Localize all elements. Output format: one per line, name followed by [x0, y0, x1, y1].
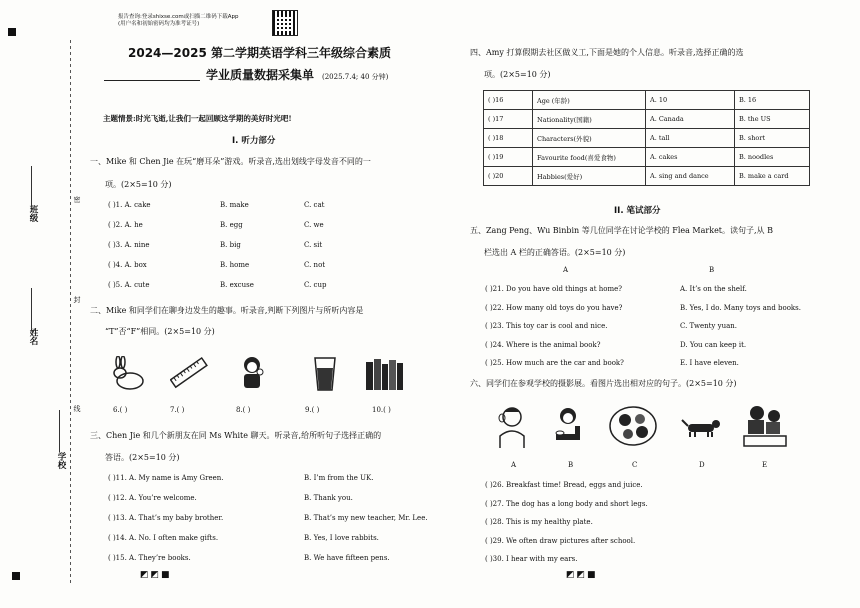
part2-title: II. 笔试部分: [614, 206, 661, 216]
q1-option-c: C. cup: [304, 281, 327, 289]
picture-letter-a: A: [511, 461, 517, 469]
table-row: [484, 129, 810, 148]
q1-options: [108, 201, 428, 301]
q6-item: ( )29. We often draw pictures after school.: [485, 536, 636, 545]
table-cell-item: Favourite food(喜爱食物): [533, 148, 646, 167]
table-row: [484, 167, 810, 186]
q1-option-b: B. home: [220, 261, 250, 269]
q3-option-a: ( )15. A. They’re books.: [108, 554, 191, 562]
q1-option-a: ( )4. A. box: [108, 261, 147, 269]
q2-blank-9: 9.( ): [305, 406, 320, 414]
q5-question: ( )22. How many old toys do you have?: [485, 303, 623, 312]
q1-option-b: B. make: [220, 201, 249, 209]
title-rule: [104, 80, 200, 81]
table-row: [484, 91, 810, 110]
q3-option-b: B. That’s my new teacher, Mr. Lee.: [304, 514, 428, 522]
table-cell-a: A. sing and dance: [646, 167, 735, 186]
q6-options: [485, 481, 825, 574]
q2-blank-10: 10.( ): [372, 406, 391, 414]
exam-meta: (2025.7.4; 40 分钟): [322, 73, 389, 81]
seal-mark-2: 封: [73, 296, 81, 303]
q1-option-c: C. sit: [304, 241, 323, 249]
q1-option-b: B. egg: [220, 221, 243, 229]
exam-subtitle: 学业质量数据采集单: [206, 68, 315, 82]
q3-option-b: B. I’m from the UK.: [304, 474, 374, 482]
report-info-line2: (用户名和初始密码均为准考证号): [118, 21, 200, 27]
table-cell-a: A. 10: [646, 91, 735, 110]
table-cell-num: ( )19: [484, 148, 533, 167]
q5-score: 栏选出 A 栏的正确答语。(2×5=10 分): [484, 248, 626, 257]
q3-row: [108, 514, 438, 534]
q1-option-c: C. not: [304, 261, 326, 269]
seal-mark-1: 密: [73, 196, 81, 203]
q5-answer: C. Twenty yuan.: [680, 322, 737, 330]
q1-option-b: B. excuse: [220, 281, 254, 289]
class-label: 班级: [28, 205, 38, 222]
table-cell-b: B. 16: [735, 91, 810, 110]
q5-col-a-header: A: [563, 266, 569, 274]
table-row: [484, 110, 810, 129]
breakfast-boy-picture: [548, 404, 588, 448]
q5-row: [485, 322, 825, 341]
q5-title: 五、Zang Peng、Wu Binbin 等几位同学在讨论学校的 Flea Market。读句子,从 B: [470, 226, 773, 235]
personal-info-table: [483, 90, 810, 186]
q6-item: ( )28. This is my healthy plate.: [485, 518, 593, 526]
q1-option-a: ( )2. A. he: [108, 221, 143, 229]
q1-option-c: C. cat: [304, 201, 325, 209]
q2-blank-8: 8.( ): [236, 406, 251, 414]
table-cell-item: Habbies(爱好): [533, 167, 646, 186]
drawing-picture: [742, 402, 788, 448]
binding-line: [70, 40, 71, 585]
q3-row: [108, 534, 438, 554]
table-cell-num: ( )17: [484, 110, 533, 129]
q3-option-b: B. Thank you.: [304, 494, 353, 502]
picture-letter-b: B: [568, 461, 574, 469]
q1-option-a: ( )5. A. cute: [108, 281, 150, 289]
juice-glass-picture: [312, 356, 338, 392]
q3-row: [108, 474, 438, 494]
report-info-line1: 报告查询:登录shixse.com或扫描二维码下载App: [118, 14, 239, 20]
table-cell-a: A. cakes: [646, 148, 735, 167]
school-label: 学校: [56, 452, 66, 469]
q5-answer: B. Yes, I do. Many toys and books.: [680, 303, 801, 312]
q3-title: 三、Chen Jie 和几个新朋友在同 Ms White 聊天。听录音,给所听句子选择正确的: [90, 431, 382, 440]
q5-answer: E. I have eleven.: [680, 359, 739, 367]
table-cell-item: Characters(外貌): [533, 129, 646, 148]
theme-text: 主题情景:时光飞逝,让我们一起回顾这学期的美好时光吧!: [103, 114, 292, 123]
table-cell-b: B. noodles: [735, 148, 810, 167]
table-cell-num: ( )18: [484, 129, 533, 148]
q1-option-a: ( )3. A. nine: [108, 241, 150, 249]
q5-answer: A. It’s on the shelf.: [680, 285, 747, 293]
q4-score: 项。(2×5=10 分): [484, 70, 551, 79]
q1-row: [108, 221, 428, 241]
table-cell-a: A. Canada: [646, 110, 735, 129]
q5-answer: D. You can keep it.: [680, 340, 747, 349]
q5-row: [485, 359, 825, 378]
name-label: 姓名: [28, 328, 38, 345]
q1-score: 项。(2×5=10 分): [105, 180, 172, 189]
ruler-picture: [170, 356, 208, 390]
q3-row: [108, 494, 438, 514]
q3-score: 答语。(2×5=10 分): [105, 453, 180, 462]
dog-picture: [680, 414, 722, 442]
q1-row: [108, 201, 428, 221]
q2-title: 二、Mike 和同学们在聊身边发生的趣事。听录音,判断下列图片与所听内容是: [90, 306, 364, 315]
q3-option-a: ( )11. A. My name is Amy Green.: [108, 474, 224, 482]
q5-row: [485, 304, 825, 323]
q5-col-b-header: B: [709, 266, 715, 274]
name-blank: [31, 288, 32, 328]
footer-marks-right: ◩◩■: [566, 570, 598, 580]
report-info: [118, 14, 238, 28]
corner-mark-top-left: [8, 28, 16, 36]
table-cell-item: Age (年龄): [533, 91, 646, 110]
school-blank: [59, 410, 60, 452]
table-cell-num: ( )16: [484, 91, 533, 110]
boy-listening-picture: [494, 404, 530, 448]
q6-title: 六、同学们在参观学校的摄影展。看图片选出相对应的句子。(2×5=10 分): [470, 379, 737, 388]
part1-title: I. 听力部分: [232, 136, 276, 146]
table-cell-b: B. short: [735, 129, 810, 148]
q5-question: ( )24. Where is the animal book?: [485, 340, 601, 349]
q1-title: 一、Mike 和 Chen Jie 在玩“磨耳朵”游戏。听录音,选出划线字母发音不同的一: [90, 157, 371, 166]
q1-row: [108, 261, 428, 281]
exam-title: 2024—2025 第二学期英语学科三年级综合素质: [128, 46, 391, 60]
q5-question: ( )21. Do you have old things at home?: [485, 285, 622, 293]
q4-title: 四、Amy 打算假期去社区做义工,下面是她的个人信息。听录音,选择正确的选: [470, 48, 744, 57]
qr-code: [272, 10, 298, 36]
q3-option-b: B. Yes, I love rabbits.: [304, 534, 379, 542]
q3-option-a: ( )14. A. No. I often make gifts.: [108, 534, 219, 542]
picture-letter-e: E: [762, 461, 768, 469]
q1-row: [108, 241, 428, 261]
q5-options: [485, 285, 825, 378]
q5-row: [485, 341, 825, 360]
picture-letter-d: D: [699, 461, 705, 469]
q5-row: [485, 285, 825, 304]
q2-score: “T”否“F”相同。(2×5=10 分): [105, 327, 215, 336]
q6-item: ( )27. The dog has a long body and short legs.: [485, 499, 648, 508]
q2-blank-6: 6.( ): [113, 406, 128, 414]
boy-eating-picture: [238, 354, 268, 392]
books-picture: [362, 356, 406, 392]
q6-item: ( )26. Breakfast time! Bread, eggs and juice.: [485, 481, 643, 489]
q1-option-c: C. we: [304, 221, 324, 229]
q1-option-a: ( )1. A. cake: [108, 201, 151, 209]
q3-option-a: ( )13. A. That’s my baby brother.: [108, 514, 224, 522]
q3-option-b: B. We have fifteen pens.: [304, 554, 390, 562]
q5-question: ( )23. This toy car is cool and nice.: [485, 322, 608, 330]
table-cell-item: Nationality(国籍): [533, 110, 646, 129]
table-cell-num: ( )20: [484, 167, 533, 186]
q3-option-a: ( )12. A. You’re welcome.: [108, 494, 197, 502]
table-row: [484, 148, 810, 167]
table-cell-b: B. make a card: [735, 167, 810, 186]
q1-option-b: B. big: [220, 241, 241, 249]
q2-blank-7: 7.( ): [170, 406, 185, 414]
corner-mark-bottom-left: [12, 572, 20, 580]
q6-item: ( )30. I hear with my ears.: [485, 555, 578, 563]
picture-letter-c: C: [632, 461, 638, 469]
healthy-plate-picture: [608, 404, 658, 448]
table-cell-b: B. the US: [735, 110, 810, 129]
class-blank: [31, 166, 32, 206]
q5-question: ( )25. How much are the car and book?: [485, 359, 624, 367]
q3-options: [108, 474, 438, 574]
q1-row: [108, 281, 428, 301]
rabbit-picture: [110, 356, 150, 392]
table-cell-a: A. tall: [646, 129, 735, 148]
seal-mark-3: 线: [73, 405, 81, 412]
footer-marks-left: ◩◩■: [140, 570, 172, 580]
